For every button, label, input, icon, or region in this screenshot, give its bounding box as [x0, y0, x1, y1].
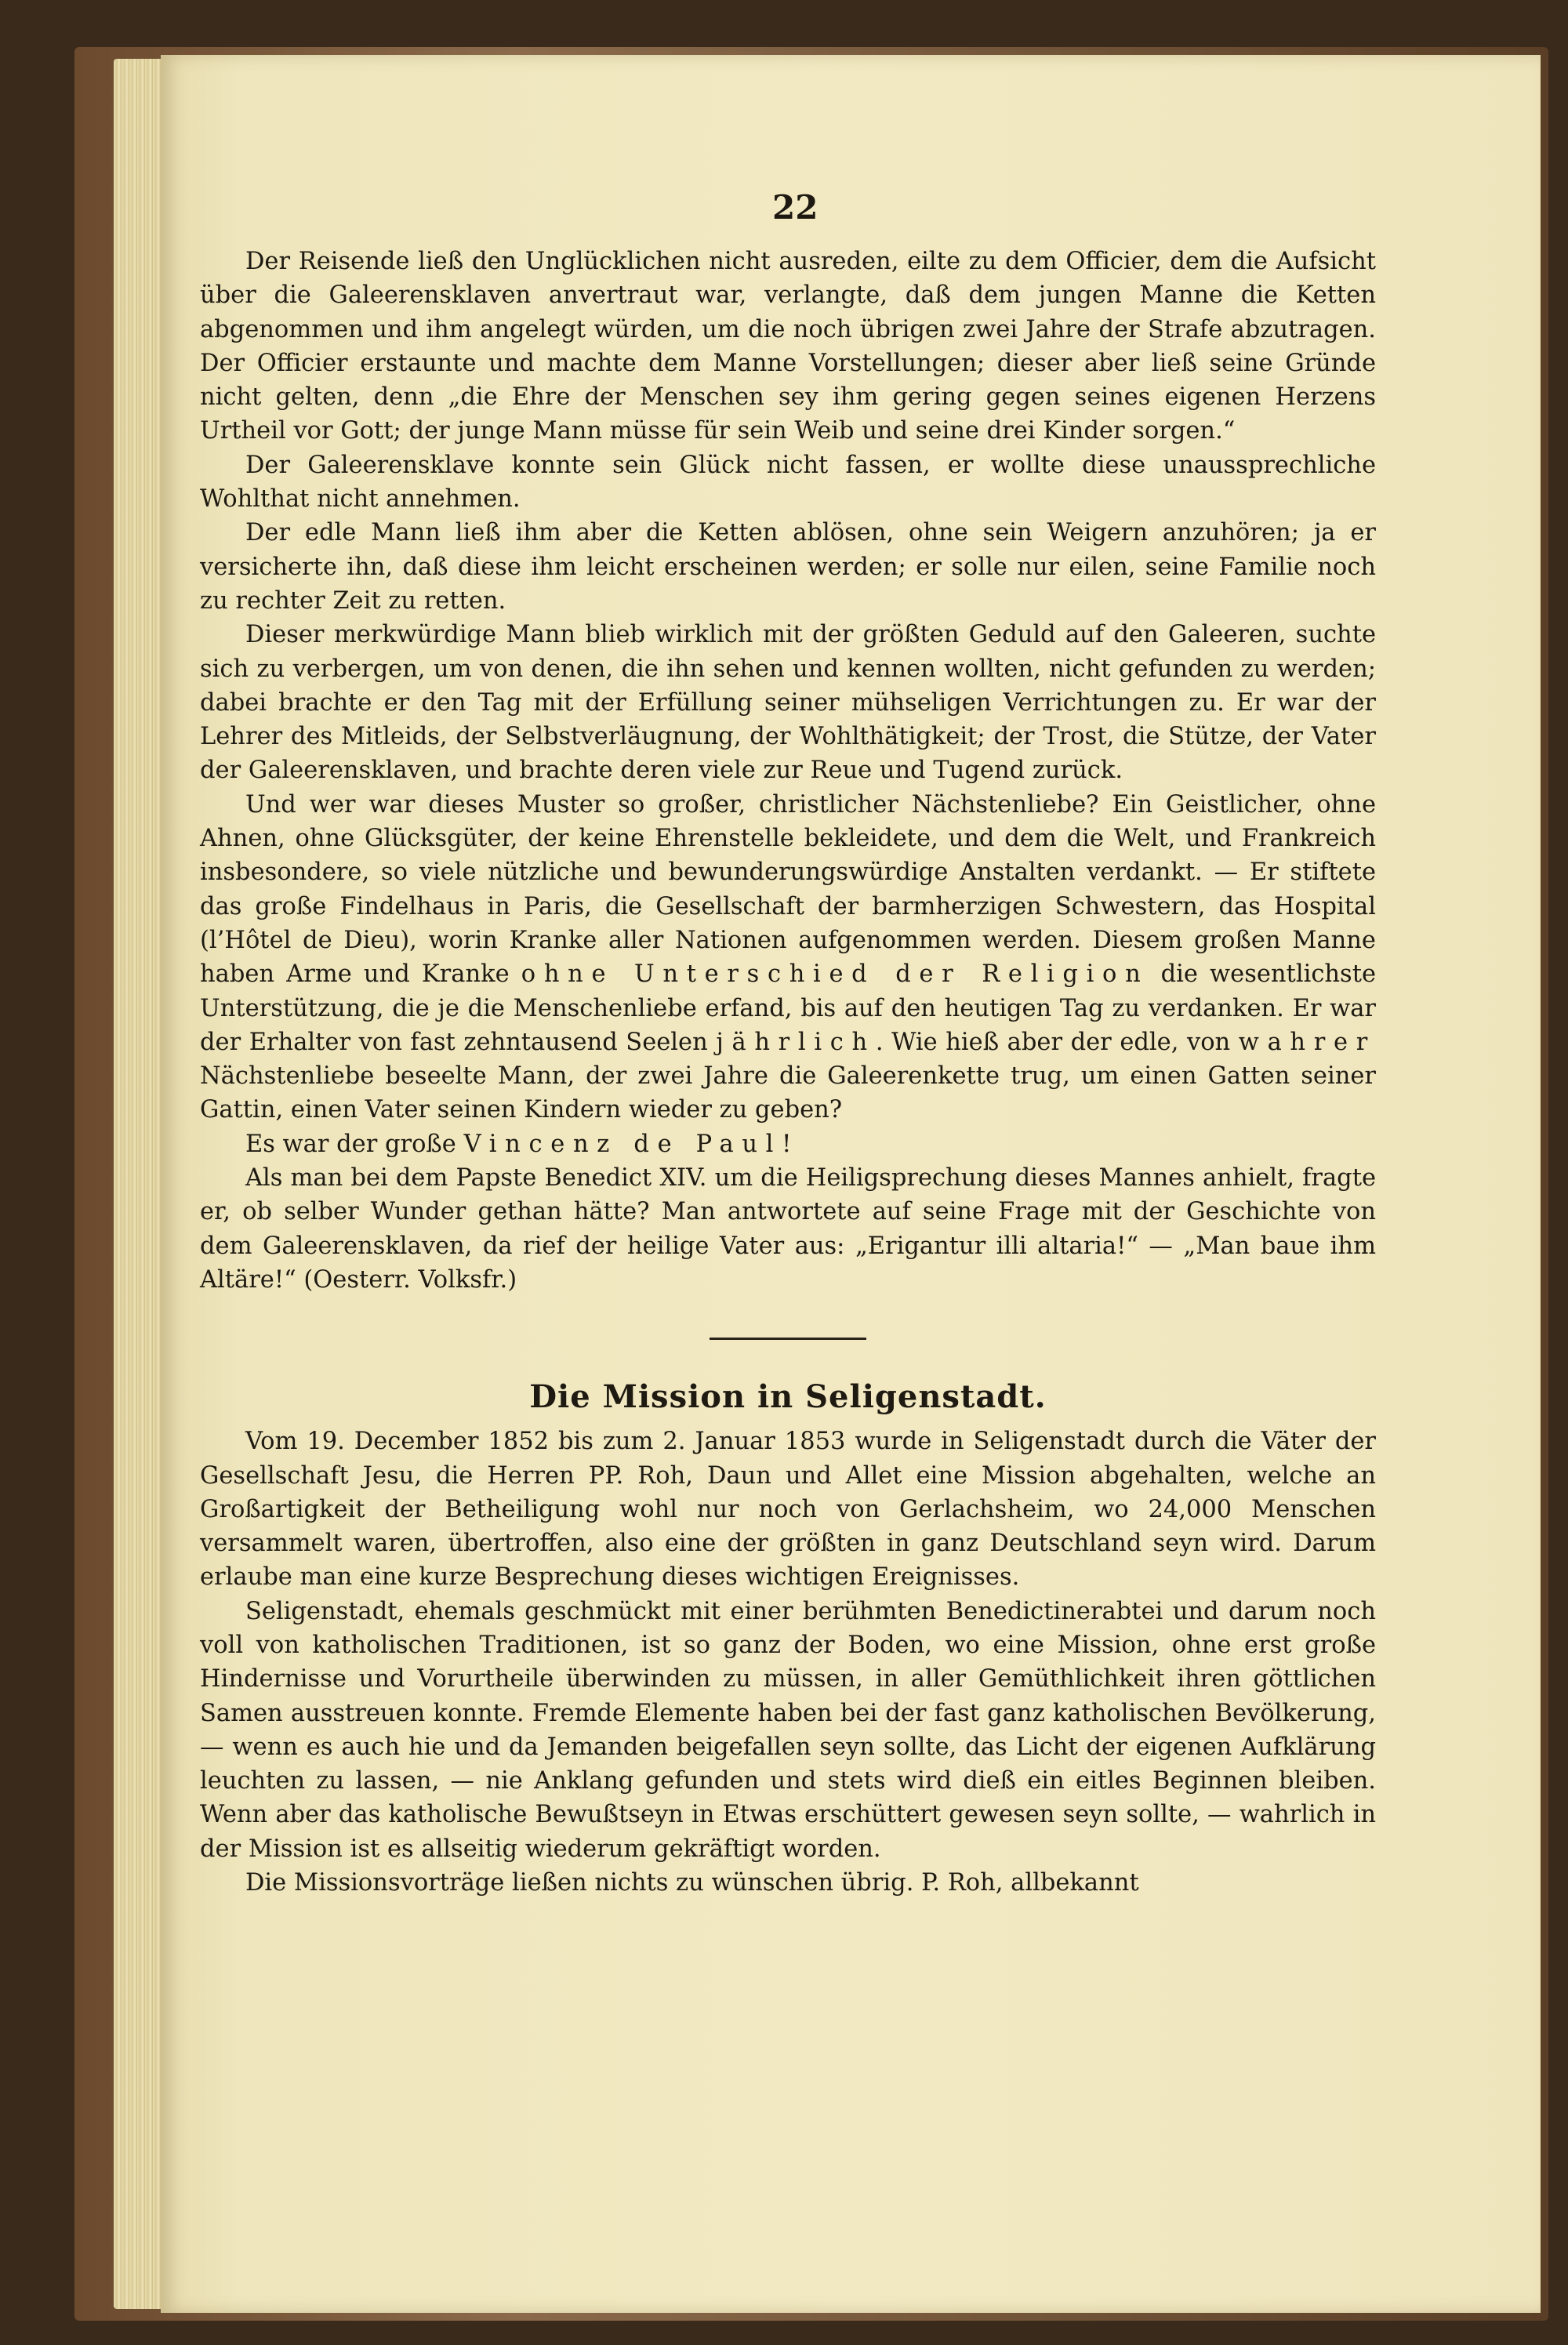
paragraph: Vom 19. December 1852 bis zum 2. Januar 1853 wurde in Seligenstadt durch die Väter der Gesellschaft Jesu, die Herren PP. Roh, Daun und Allet eine Mission abgehalten, welche an Großartigkeit der Betheiligung wohl nur noch von Gerlachsheim, wo 24,000 Menschen versammelt waren, übertroffen, also eine der größten in ganz Deutschland seyn wird. Darum erlaube man eine kurze Besprechung dieses wichtigen Ereignisses. [200, 1428, 1376, 1592]
emphasis-spaced: ohne Unterschied der Religion [521, 960, 1149, 989]
section-heading: Die Mission in Seligenstadt. [529, 1378, 1047, 1416]
paragraph: Die Missionsvorträge ließen nichts zu wünschen übrig. P. Roh, allbekannt [245, 1869, 1139, 1897]
paragraph: Seligenstadt, ehemals geschmückt mit einer berühmten Benedictinerabtei und darum noch voll von katholischen Traditionen, ist so ganz der Boden, wo eine Mission, ohne erst große Hindernisse und Vorurtheile überwinden zu müssen, in aller Gemüthlichkeit ihren göttlichen Samen ausstreuen konnte. Fremde Elemente haben bei der fast ganz katholischen Bevölkerung, — wenn es auch hie und da Jemanden beigefallen seyn sollte, das Licht der eigenen Aufklärung leuchten zu lassen, — nie Anklang gefunden und stets wird dieß ein eitles Beginnen bleiben. Wenn aber das katholische Bewußtseyn in Etwas erschüttert gewesen seyn sollte, — wahrlich in der Mission ist es allseitig wiederum gekräftigt worden. [200, 1597, 1376, 1863]
paragraph: Der Reisende ließ den Unglücklichen nicht ausreden, eilte zu dem Officier, dem die Aufsicht über die Galeerensklaven anvertraut war, verlangte, daß dem jungen Manne die Ketten abgenommen und ihm angelegt würden, um die noch übrigen zwei Jahre der Strafe abzutragen. Der Officier erstaunte und machte dem Manne Vorstellungen; dieser aber ließ seine Gründe nicht gelten, denn „die Ehre der Menschen sey ihm gering gegen seines eigenen Herzens Urtheil vor Gott; der junge Mann müsse für sein Weib und seine drei Kinder sorgen.“ [200, 248, 1376, 445]
text-column [200, 245, 1376, 1900]
emphasis-spaced: jährlich [716, 1028, 876, 1056]
text-run: Nächstenliebe beseelte Mann, der zwei Jahre die Galeerenkette trug, um einen Gatten seiner Gattin, einen Vater seinen Kindern wieder zu geben? [200, 1062, 1376, 1124]
section-divider [710, 1338, 866, 1340]
paragraph: Der edle Mann ließ ihm aber die Ketten ablösen, ohne sein Weigern anzuhören; ja er versicherte ihn, daß diese ihm leicht erscheinen werden; er solle nur eilen, seine Familie noch zu rechter Zeit zu retten. [200, 519, 1376, 615]
text-run: Und wer war dieses Muster so großer, christlicher Nächstenliebe? Ein Geistlicher, ohne Ahnen, ohne Glücksgüter, der keine Ehrenstelle bekleidete, und dem die Welt, und Frankreich insbesondere, so viele nützliche und bewunderungswürdige Anstalten verdankt. — Er stiftete das große Findelhaus in Paris, die Gesellschaft der barmherzigen Schwestern, das Hospital (l’Hôtel de Dieu), worin Kranke aller Nationen aufgenommen werden. Diesem großen Manne haben Arme und Kranke [200, 790, 1376, 989]
text-run: ! [782, 1130, 792, 1158]
emphasis-spaced: wahrer [1238, 1028, 1376, 1056]
text-run: . Wie hieß aber der edle, von [875, 1028, 1239, 1056]
paragraph: Als man bei dem Papste Benedict XIV. um die Heiligsprechung dieses Mannes anhielt, fragte er, ob selber Wunder gethan hätte? Man antwortete auf seine Frage mit der Geschichte von dem Galeerensklaven, da rief der heilige Vater aus: „Erigantur illi altaria!“ — „Man baue ihm Altäre!“ (Oesterr. Volksfr.) [200, 1164, 1376, 1294]
paragraph [200, 788, 1376, 1127]
paragraph [200, 1127, 1376, 1161]
paragraph: Der Galeerensklave konnte sein Glück nicht fassen, er wollte diese unaussprechliche Wohlthat nicht annehmen. [200, 451, 1376, 514]
text-run: die wesentlichste Unterstützung, die je die Menschenliebe erfand, bis auf den heutigen Tag zu verdanken. Er war der Erhalter von fast zehntausend Seelen [200, 960, 1377, 1056]
text-run: Es war der große [245, 1130, 464, 1158]
paragraph: Dieser merkwürdige Mann blieb wirklich mit der größten Geduld auf den Galeeren, suchte sich zu verbergen, um von denen, die ihn sehen und kennen wollten, nicht gefunden zu werden; dabei brachte er den Tag mit der Erfüllung seiner mühseligen Verrichtungen zu. Er war der Lehrer des Mitleids, der Selbstverläugnung, der Wohlthätigkeit; der Trost, die Stütze, der Vater der Galeerensklaven, und brachte deren viele zur Reue und Tugend zurück. [200, 621, 1376, 785]
emphasis-spaced: Vincenz de Paul [463, 1130, 782, 1158]
page-number: 22 [772, 188, 818, 227]
